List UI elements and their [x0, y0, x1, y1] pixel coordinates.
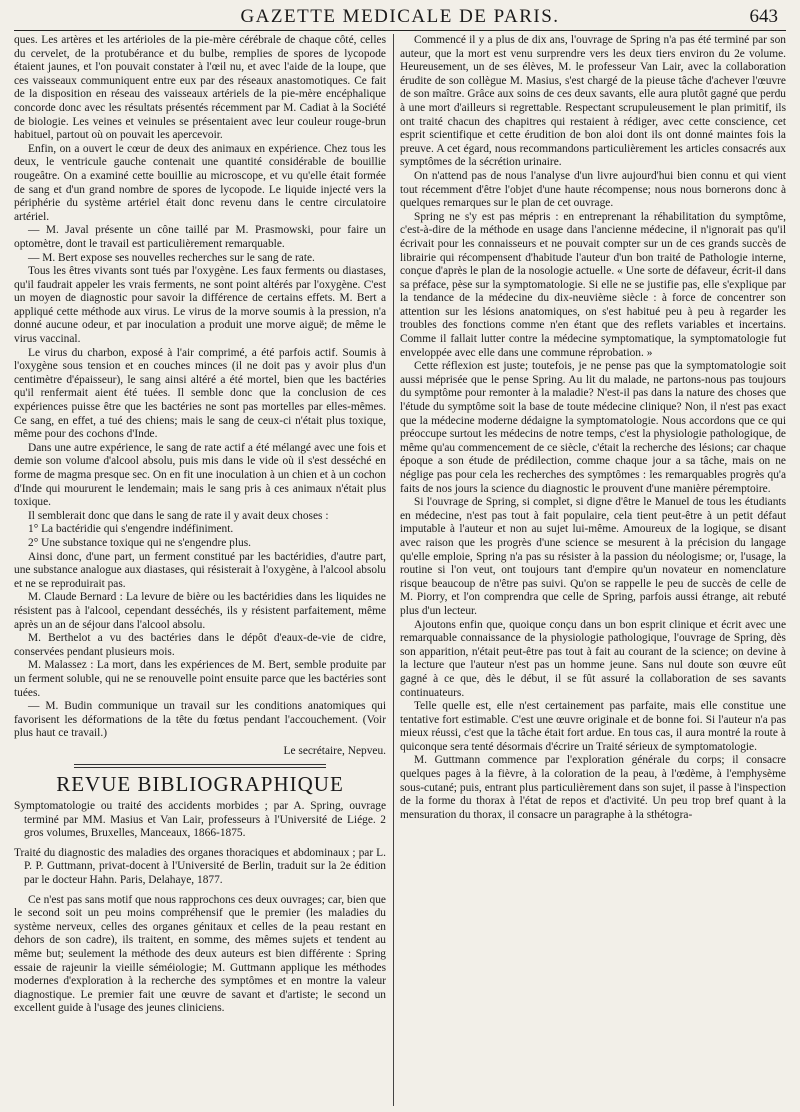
paragraph: — M. Javal présente un cône taillé par M. Prasmowski, pour faire un optomètre, dont le travail est particulièrement remarquable.: [14, 224, 386, 250]
paragraph: 2° Une substance toxique qui ne s'engendre plus.: [28, 536, 251, 549]
paragraph: M. Guttmann commence par l'exploration générale du corps; il consacre quelques pages à la fièvre, à la coloration de la peau, à l'œdème, à l'emphysème sous-cutané; puis, entrant plus particulièrement dans son sujet, il passe à l'inspection de la forme du thorax à l'état de repos et d'activité. Un peu trop bref quant à la mensuration du thorax, il consacre un paragraphe à la sthétogra-: [400, 754, 786, 821]
paragraph: On n'attend pas de nous l'analyse d'un livre aujourd'hui bien connu et qui vient tout récemment d'être l'objet d'une haute récompense; nous nous bornerons donc à quelques remarques sur le plan de cet ouvrage.: [400, 169, 786, 210]
paragraph: Commencé il y a plus de dix ans, l'ouvrage de Spring n'a pas été terminé par son auteur, que la mort est venu surprendre vers les deux tiers environ du 2e volume. Heureusement, un de ses élèves, M. le professeur Van Lair, avec la collaboration érudite de son collègue M. Masius, s'est chargé de la pieuse tâche d'achever l'œuvre de son maître. Grâce aux soins de ces deux savants, elle aura plutôt gagné que perdu à une mort d'ailleurs si regrettable. Respectant scrupuleusement le plan primitif, ils ont traité chacun des chapitres qui restaient à rédiger, avec cette conscience, cet esprit scientifique et cette érudition de bon aloi dont ils ont donné maintes fois la preuve. A cet égard, nous recommandons particulièrement les articles consacrés aux symptômes de la sécrétion urinaire.: [400, 34, 786, 169]
paragraph: M. Malassez : La mort, dans les expériences de M. Bert, semble produite par un ferment soluble, qui ne se renouvelle point ensuite parce que les bactéries sont tuées.: [14, 659, 386, 699]
paragraph: Le virus du charbon, exposé à l'air comprimé, a été parfois actif. Soumis à l'oxygène sous tension et en couches minces (il ne doit pas y avoir plus d'un centimètre d'épaisseur), le sang ainsi altéré a été mortel, bien que les bactéries qu'il renfermait aient été tuées. Il semble donc que la conclusion de ces expériences puisse être que les bactéries ne sont pas mortelles par elles-mêmes. Ce sang, en effet, a tué des chiens; mais le sang de ceux-ci n'était plus toxique, même pour des cochons d'Inde.: [14, 346, 386, 441]
paragraph: Enfin, on a ouvert le cœur de deux des animaux en expérience. Chez tous les deux, le ventricule gauche contenait une quantité considérable de bouillie rougeâtre. On a examiné cette bouillie au microscope, et vu qu'elle était formée de sang et d'un grand nombre de spores de lycopode. Le liquide injecté vers la périphérie du système artériel était donc revenu dans le centre circulatoire artériel.: [14, 142, 386, 223]
paragraph: Il semblerait donc que dans le sang de rate il y avait deux choses :: [28, 509, 329, 522]
signature: Le secrétaire, Nepveu.: [283, 744, 386, 757]
paragraph: Ajoutons enfin que, quoique conçu dans un bon esprit clinique et écrit avec une remarquable connaissance de la physiologie pathologique, l'ouvrage de Spring, dès son apparition, n'était peut-être pas tout à fait au courant de la science; on devine à la lecture que l'auteur n'est pas un homme jeune. Sans nul doute son œuvre eût gagné à ce que, dès le début, il se fût assuré la collaboration de ses savants continuateurs.: [400, 618, 786, 699]
paragraph: — M. Bert expose ses nouvelles recherches sur le sang de rate.: [28, 251, 315, 264]
paragraph: Tous les êtres vivants sont tués par l'oxygène. Les faux ferments ou diastases, qu'il faudrait appeler les vrais ferments, ne sont point altérés par l'oxygène. C'est un moyen de diagnostic pour savoir la différence de certains effets. M. Bert a appliqué cette méthode aux virus. Le virus de la morve soumis à la pression, n'a donné aucune odeur, et par inoculation a produit une morve aiguë; de même le virus vaccinal.: [14, 265, 386, 346]
paragraph: Cette réflexion est juste; toutefois, je ne pense pas que la symptomatologie soit aussi méprisée que le pense Spring. Au lit du malade, ne partons-nous pas toujours du symptôme pour remonter à la maladie? N'est-il pas dans la nature des choses que l'étude du symptôme soit la base de toute médecine clinique? Non, il n'est pas exact que la médecine moderne dédaigne la symptomatologie. Nous accordons que ce qui préoccupe surtout les médecins de notre temps, c'est la physiologie pathologique, de même qu'au commencement de ce siècle, c'était la recherche des lésions; car chaque époque a son étude de prédilection, comme chaque jour a sa tâche, mais on ne néglige pas pour cela les recherches des symptômes : les remarquables progrès qu'a faits de nos jours la science du diagnostic le prouvent d'une manière péremptoire.: [400, 360, 786, 495]
review-heading: REVUE BIBLIOGRAPHIQUE: [56, 772, 344, 797]
bibliography-entry: Symptomatologie ou traité des accidents morbides ; par A. Spring, ouvrage terminé par MM. Masius et Van Lair, professeurs à l'Université de Liége. 2 gros volumes, Bruxelles, Manceaux, 1866-1875.: [14, 800, 386, 840]
paragraph: M. Claude Bernard : La levure de bière ou les bactéridies dans les liquides ne résistent pas à l'alcool, cependant desséchés, ils y résistent parfaitement, même après un an de séjour dans l'alcool absolu.: [14, 591, 386, 631]
paragraph: 1° La bactéridie qui s'engendre indéfiniment.: [28, 523, 234, 536]
page-header: [14, 4, 786, 31]
paragraph: Si l'ouvrage de Spring, si complet, si digne d'être le Manuel de tous les étudiants en médecine, n'est pas tout à fait populaire, cela tient peut-être à un petit défaut imputable à l'auteur et non au sujet lui-même. Amoureux de la logique, se disant avec raison que les progrès d'une science se mesurent à la précision du langage qu'elle emploie, Spring n'a pas su résister à la passion du néologisme; or, l'usage, la routine si l'on veut, ont toujours tant d'empire qu'un novateur en nomenclature risque beaucoup de n'être pas suivi. Qu'on se rappelle le peu de succès de celle de M. Piorry, et l'on comprendra que celle de Spring, parfois aussi étrange, ait rebuté plus d'un lecteur.: [400, 496, 786, 617]
column-rule: [393, 34, 394, 1106]
paragraph: Ce n'est pas sans motif que nous rapprochons ces deux ouvrages; car, bien que le second soit un peu moins compréhensif que le premier (les maladies du système nerveux, celles des organes génitaux et celles de la peau restant en dehors de son cadre), ils traitent, en somme, des mêmes sujets et tendent au même but; seulement la méthode des deux auteurs est bien différente : Spring essaie de rajeunir la vieille séméiologie; M. Guttmann applique les méthodes modernes d'exploration à la recherche des symptômes et en montre la valeur diagnostique. Le premier fait une œuvre de savant et d'artiste; le second un excellent guide à l'usage des jeunes cliniciens.: [14, 893, 386, 1015]
columns: [14, 34, 786, 1106]
paragraph: Ainsi donc, d'une part, un ferment constitué par les bactéridies, d'autre part, une substance analogue aux diastases, qui résisterait à l'oxygène, à l'alcool absolu et ne se reproduirait pas.: [14, 550, 386, 590]
paragraph: Dans une autre expérience, le sang de rate actif a été mélangé avec une fois et demie son volume d'alcool absolu, puis mis dans le vide où il s'est desséché en forme de magma presque sec. On en fit une inoculation à un chien et à un cochon d'Inde qui moururent le lendemain; mais le sang pris à ces animaux n'était plus toxique.: [14, 441, 386, 509]
paragraph: Telle quelle est, elle n'est certainement pas parfaite, mais elle constitue une tentative fort estimable. C'est une œuvre originale et de bonne foi. Si l'auteur n'a pas mieux réussi, c'est que la tâche était fort ardue. En tous cas, il aura montré la route à quiconque sera tenté désormais d'écrire un Traité sérieux de symptomatologie.: [400, 700, 786, 753]
paragraph: M. Berthelot a vu des bactéries dans le dépôt d'eaux-de-vie de cidre, conservées pendant plusieurs mois.: [14, 632, 386, 658]
section-divider: [74, 764, 326, 768]
paragraph: ques. Les artères et les artérioles de la pie-mère cérébrale de chaque côté, celles du cervelet, de la protubérance et du bulbe, remplies de spores de lycopode étaient jaunes, et l'on pouvait constater à l'œil nu, et avec l'aide de la loupe, que ces vaisseaux communiquent entre eux par des réseaux anastomotiques. Ce fait de la disposition en réseau des vaisseaux artériels de la pie-mère encéphalique concorde donc avec les résultats présentés récemment par M. Cadiat à la Société de biologie. Les veines et veinules se présentaient avec leur couleur rouge-brun habituel, partout où on pouvait les apercevoir.: [14, 34, 386, 142]
paragraph: Spring ne s'y est pas mépris : en entreprenant la réhabilitation du symptôme, c'est-à-dire de la méthode en usage dans l'ancienne médecine, il n'ignorait pas qu'il écrivait pour les connaisseurs et ne pouvait compter sur un de ces grands succès de librairie qui récompensent d'habitude l'auteur d'un bon traité de Pathologie interne, conçue d'après le plan de la nosologie actuelle. « Une sorte de défaveur, écrit-il dans sa préface, pèse sur la symptomatologie. Si elle ne se justifie pas, elle s'explique par la tendance de la médecine du dix-neuvième siècle : à force de concentrer son attention sur les lésions anatomiques, on s'est habitué peu à peu à regarder les troubles des fonctions comme n'en étant que des reflets variables et incertains. Comme il fallait lutter contre la médecine symptomatique, la symptomatologie fut enveloppée avec elle dans une commune réprobation. »: [400, 210, 786, 359]
right-column: [400, 34, 786, 1106]
page-number: 643: [749, 6, 778, 27]
left-column: [14, 34, 386, 1106]
bibliography-entry: Traité du diagnostic des maladies des organes thoraciques et abdominaux ; par L. P. P. Guttmann, privat-docent à l'Université de Berlin, traduit sur la 2e édition par le docteur Hahn. Paris, Delahaye, 1877.: [14, 846, 386, 887]
paragraph: — M. Budin communique un travail sur les conditions anatomiques qui favorisent les déformations de la tête du fœtus pendant l'accouchement. (Voir plus haut ce travail.): [14, 700, 386, 740]
journal-title: GAZETTE MEDICALE DE PARIS.: [240, 6, 560, 27]
